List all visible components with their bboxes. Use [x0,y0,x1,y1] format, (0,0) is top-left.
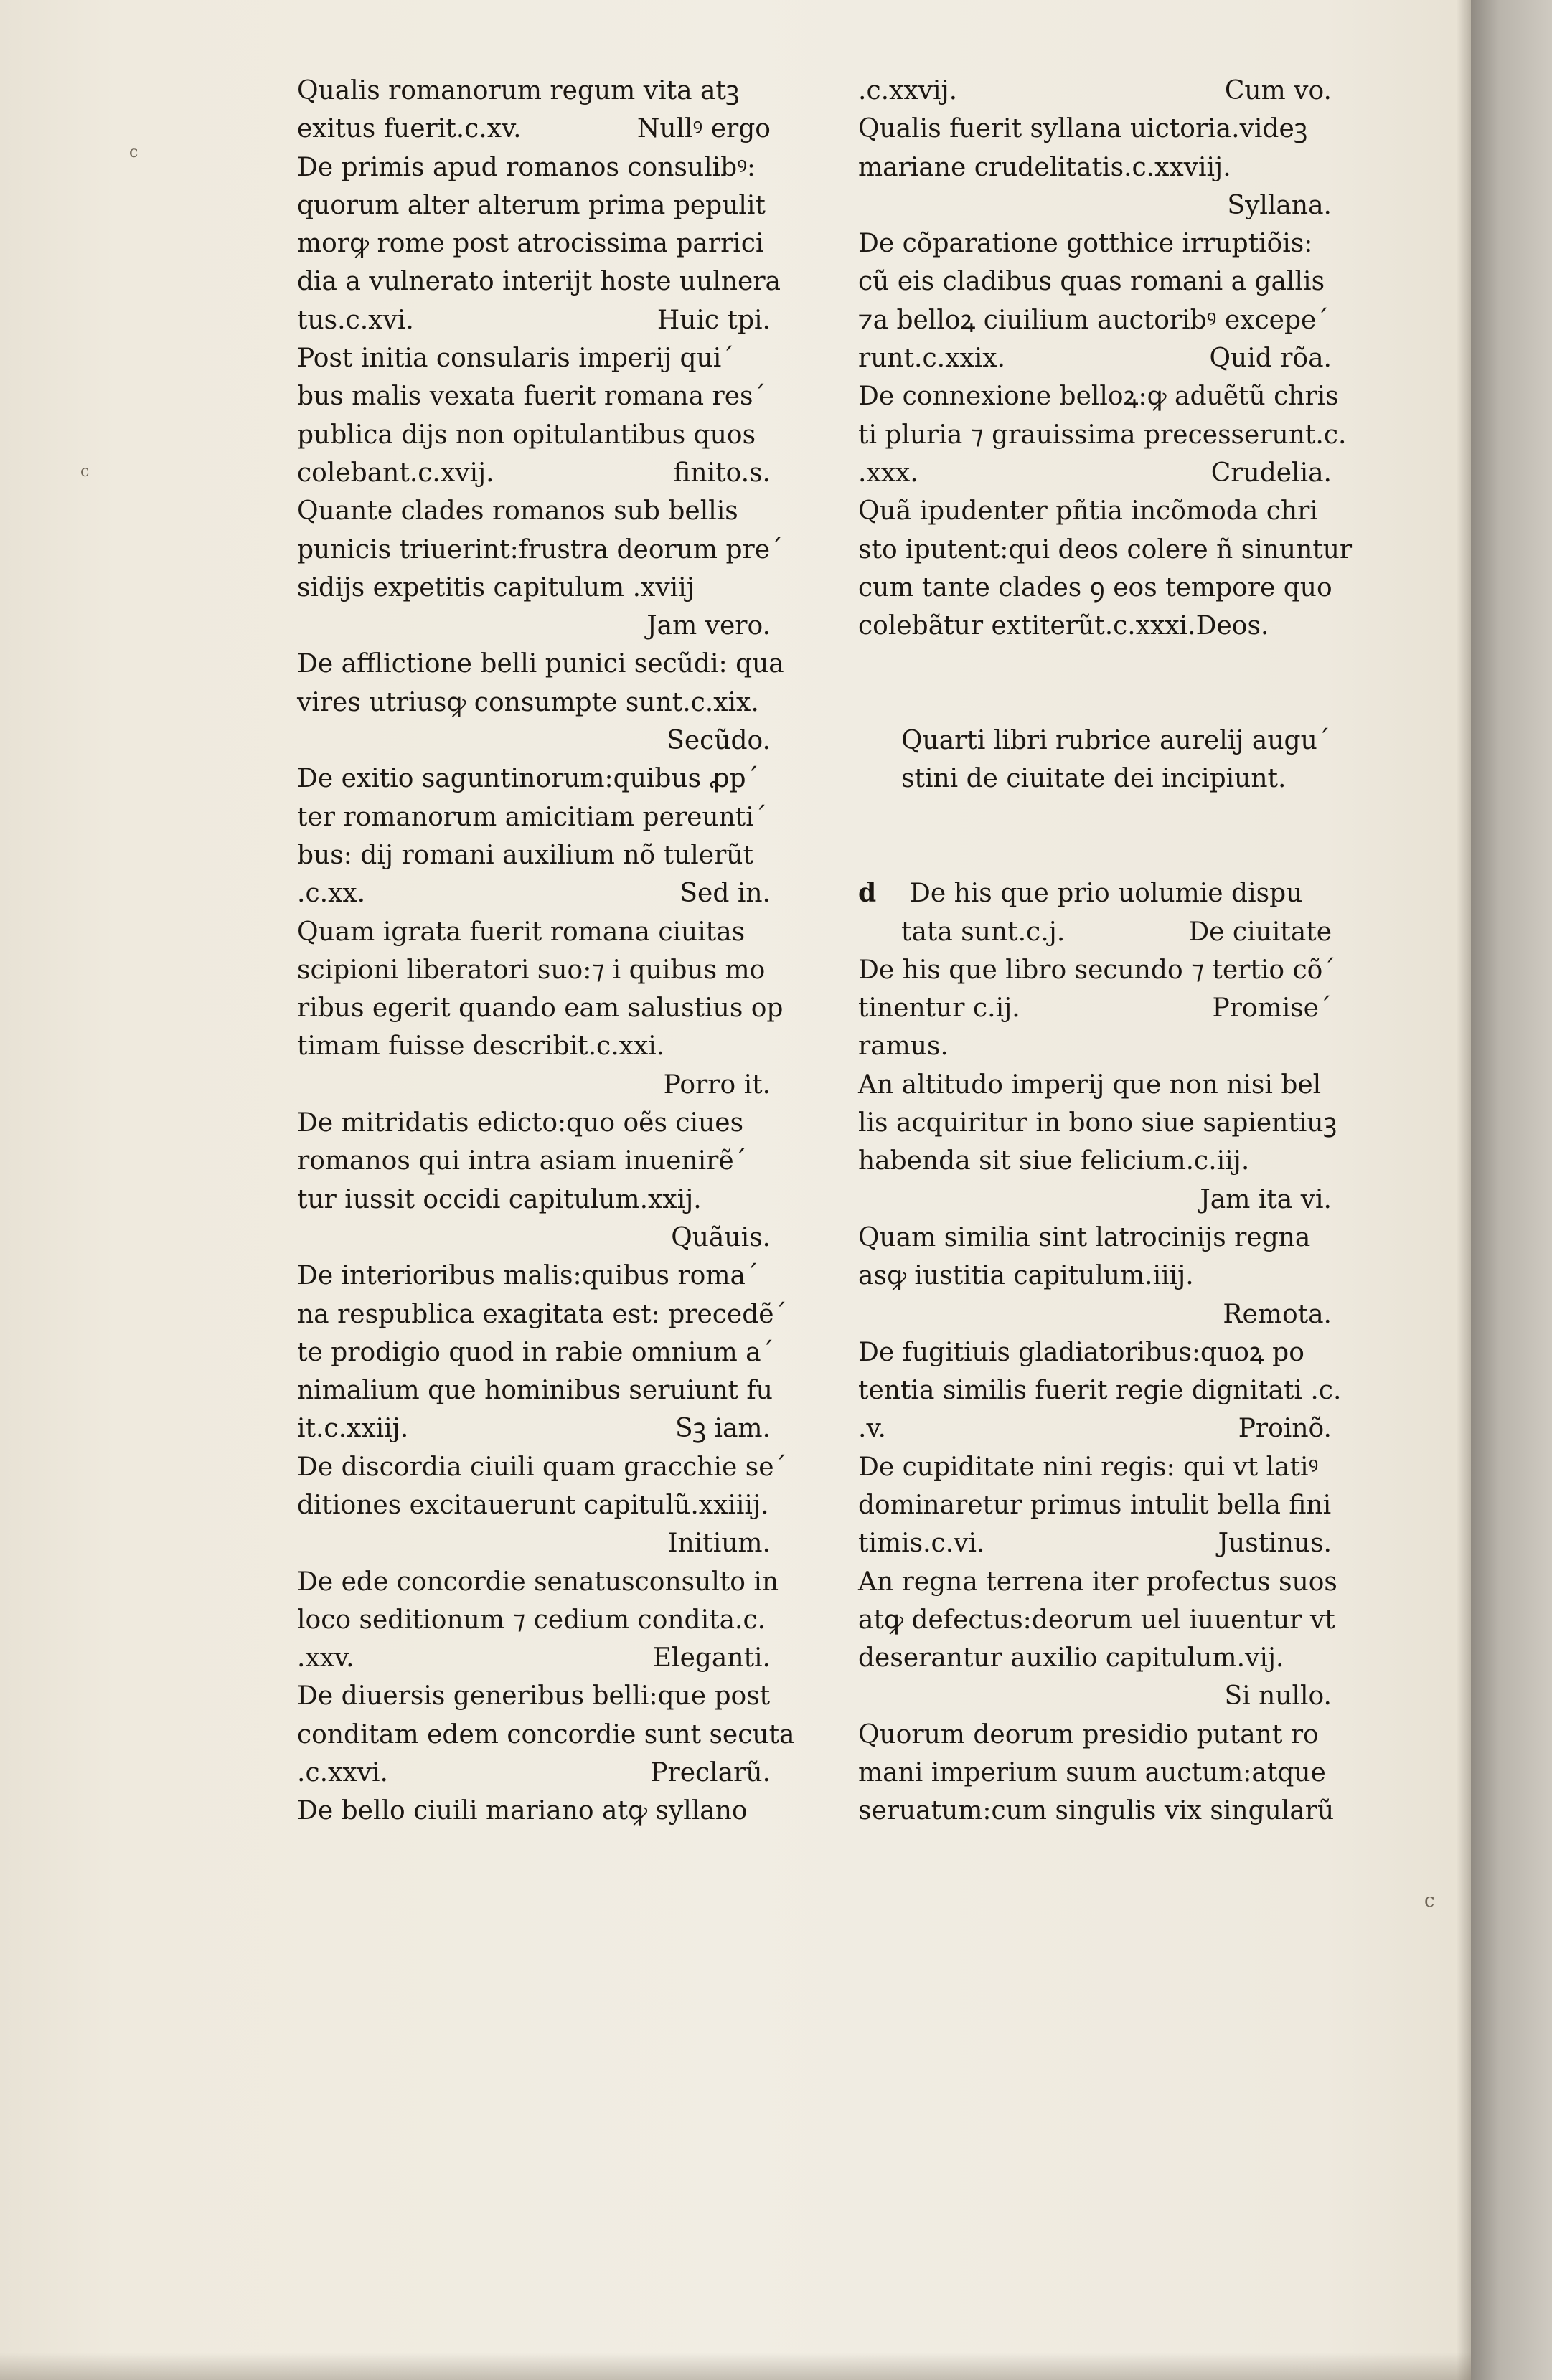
heading-line: stini de ciuitate dei incipiunt. [901,764,1287,794]
text-line [297,72,771,110]
text-line [297,1601,771,1639]
line-text: sidijs expetitis capitulum .xviij [297,572,695,603]
line-text: cũ eis cladibus quas romani a gallis [858,267,1325,297]
line-text: .xxv. [297,1643,354,1673]
text-line [297,1181,771,1219]
line-text: na respublica exagitata est: precedẽ´ [297,1299,787,1329]
text-line [297,225,771,263]
line-text: colebant.c.xvij. [297,458,494,488]
text-line [297,454,771,492]
line-text: .v. [858,1414,886,1444]
rubric-list-book-three [858,72,1353,645]
line-text: tinentur c.ij. [858,993,1020,1024]
line-text: An altitudo imperij que non nisi bel [858,1069,1322,1100]
line-text: bus: dij romani auxilium nõ tulerũt [297,840,753,870]
text-line [297,339,771,377]
text-line [858,1219,1332,1257]
text-line [297,1104,771,1142]
line-text: .c.xx. [297,879,366,909]
text-line [858,225,1332,263]
rubric-list-book-four [858,874,1342,1830]
text-line [858,1486,1332,1524]
line-text: publica dijs non opitulantibus quos [297,420,756,450]
line-text: bus malis vexata fuerit romana res´ [297,382,766,412]
line-text: mariane crudelitatis.c.xxviij. [858,152,1231,182]
catchword: Quid rõa. [1209,344,1332,374]
catchword: Preclarũ. [650,1758,771,1788]
text-line [858,492,1332,530]
text-line [297,607,771,645]
text-line [858,1257,1332,1295]
text-line [297,1677,771,1715]
line-text: De bello ciuili mariano atꝙ syllano [297,1796,748,1826]
text-line [297,1524,771,1562]
catchword: Secũdo. [667,726,771,756]
line-text: De cõparatione gotthice irruptiõis: [858,229,1313,259]
line-text: lis acquiritur in bono siue sapientiuꝫ [858,1108,1337,1138]
line-text: romanos qui intra asiam inuenirẽ´ [297,1146,747,1176]
line-text: An regna terrena iter profectus suos [858,1567,1337,1597]
text-line [297,1257,771,1295]
line-text: scipioni liberatori suo:⁊ i quibus mo [297,955,766,985]
line-text: De his que libro secundo ⁊ tertio cõ´ [858,955,1336,985]
text-line [297,1754,771,1792]
line-text: Quorum deorum presidio putant ro [858,1719,1319,1749]
text-line [297,1066,771,1104]
text-line [297,989,784,1027]
line-text: ter romanorum amicitiam pereunti´ [297,802,767,832]
line-text: .xxx. [858,458,918,488]
line-text: loco seditionum ⁊ cedium condita.c. [297,1605,766,1635]
catchword: Initium. [667,1529,771,1559]
line-text: De discordia ciuili quam gracchie se´ [297,1452,787,1482]
line-text: tata sunt.c.j. [901,917,1066,947]
line-text: cum tante clades ꝯ eos tempore quo [858,572,1332,603]
text-line [858,1371,1342,1409]
text-line [858,569,1332,607]
text-line [297,760,771,798]
catchword: Huic tpi. [657,305,771,335]
text-line [858,1716,1332,1754]
line-text: tentia similis fuerit regie dignitati .c. [858,1376,1342,1406]
text-line [858,1677,1332,1715]
text-line [297,110,771,148]
text-line [297,148,771,186]
line-text: vires utriusꝙ consumpte sunt.c.xix. [297,687,759,717]
text-line [297,1409,771,1448]
right-text-column [858,72,1353,1831]
text-line [858,874,1332,912]
line-text: Quam igrata fuerit romana ciuitas [297,917,746,947]
catchword: Porro it. [663,1069,771,1100]
text-line [858,531,1353,569]
line-text: mani imperium suum auctum:atque [858,1758,1326,1788]
text-line [858,1448,1332,1486]
text-line [297,301,771,339]
catchword: Sed in. [679,879,771,909]
text-line [297,531,784,569]
line-text: .c.xxvi. [297,1758,388,1788]
text-line [858,1792,1335,1830]
margin-mark: c [80,463,90,481]
line-text: De interioribus malis:quibus roma´ [297,1261,758,1291]
line-text: Post initia consularis imperij qui´ [297,344,735,374]
page-gutter-shadow [1457,0,1471,2380]
text-line [858,339,1332,377]
line-text: De exitio saguntinorum:quibus ꝓp´ [297,764,759,794]
text-line [858,301,1332,339]
text-line [858,1066,1332,1104]
catchword: Cum vo. [1224,76,1332,105]
line-text: tur iussit occidi capitulum.xxij. [297,1184,702,1214]
text-line [297,1639,771,1677]
line-text: deserantur auxilio capitulum.vij. [858,1643,1284,1673]
text-line [297,263,781,301]
text-line [858,913,1332,951]
line-text: it.c.xxiij. [297,1414,409,1444]
line-text: Quam similia sint latrocinijs regna [858,1222,1311,1252]
text-line [297,913,771,951]
catchword: Remota. [1223,1299,1332,1329]
text-line [858,1295,1332,1333]
line-text: seruatum:cum singulis vix singularũ [858,1796,1335,1826]
text-line [297,1448,787,1486]
text-line [297,684,771,722]
text-line [297,645,784,683]
catchword: De ciuitate [1188,917,1332,947]
line-text: quorum alter alterum prima pepulit [297,190,766,220]
line-text: conditam edem concordie sunt secuta [297,1719,795,1749]
catchword: Justinus. [1218,1529,1332,1559]
line-text: De fugitiuis gladiatoribus:quoꝝ po [858,1337,1304,1367]
text-line [297,1486,771,1524]
spacer [858,645,1332,722]
line-text: ribus egerit quando eam salustius op [297,993,784,1024]
page-fore-edge [1471,0,1552,2380]
line-text: .c.xxvij. [858,76,958,105]
line-text: exitus fuerit.c.xv. [297,114,522,144]
text-line [858,416,1347,454]
text-line [858,72,1332,110]
line-text: dia a vulnerato interijt hoste uulnera [297,267,781,297]
line-text: ditiones excitauerunt capitulũ.xxiiij. [297,1490,769,1520]
text-line [858,1754,1332,1792]
text-line [297,874,771,912]
text-line [297,1027,771,1065]
line-text: colebãtur extiterũt.c.xxxi.Deos. [858,611,1269,641]
page-bottom-edge [0,2353,1471,2380]
catchword: Si nullo. [1224,1681,1332,1711]
text-line [297,951,771,989]
text-line [297,1371,771,1409]
line-text: Qualis fuerit syllana uictoria.videꝫ [858,114,1308,144]
margin-mark: c [1424,1890,1435,1912]
line-text: Qualis romanorum regum vita atꝫ [297,76,740,105]
line-text: ramus. [858,1031,949,1062]
catchword: Eleganti. [652,1643,771,1673]
text-line [858,1639,1332,1677]
line-text: dominaretur primus intulit bella fini [858,1490,1332,1520]
catchword: Jam ita vi. [1200,1184,1332,1214]
line-text: De connexione belloꝝ:ꝙ aduẽtũ chris [858,382,1339,412]
line-text: De diuersis generibus belli:que post [297,1681,771,1711]
line-text: tus.c.xvi. [297,305,414,335]
line-text: sto iputent:qui deos colere ñ sinuntur [858,534,1353,565]
text-line [297,1792,771,1830]
line-text: ⁊a belloꝝ ciuilium auctoribꝰ excepe´ [858,305,1330,335]
text-line [858,1409,1332,1448]
line-text: timis.c.vi. [858,1529,985,1559]
line-text: asꝙ iustitia capitulum.iiij. [858,1261,1194,1291]
text-line [297,1563,779,1601]
line-text: atꝙ defectus:deorum uel iuuentur vt [858,1605,1335,1635]
catchword: Promise´ [1212,993,1332,1024]
text-line [297,1219,771,1257]
line-text: runt.c.xxix. [858,344,1005,374]
left-text-column [297,72,795,1831]
text-line [858,989,1332,1027]
catchword: Nullꝰ ergo [636,114,771,144]
line-text: De ede concordie senatusconsulto in [297,1567,779,1597]
text-line [858,377,1339,415]
line-text: punicis triuerint:frustra deorum pre´ [297,534,784,565]
text-line [297,836,771,874]
guide-letter: d [858,878,877,909]
text-line [858,186,1332,225]
line-text-wrap [910,874,1332,912]
text-line [858,951,1336,989]
text-line [858,1333,1332,1371]
line-text: ti pluria ⁊ grauissima precesserunt.c. [858,420,1347,450]
line-text: De mitridatis edicto:quo oẽs ciues [297,1108,744,1138]
text-line [297,492,771,530]
line-text: timam fuisse describit.c.xxi. [297,1031,665,1062]
text-line [297,186,771,225]
line-text: De cupiditate nini regis: qui vt latiꝰ [858,1452,1319,1482]
spacer [858,798,1332,875]
line-text: Quã ipudenter pñtia incõmoda chri [858,496,1318,526]
line-text: nimalium que hominibus seruiunt fu [297,1376,773,1406]
catchword: Jam vero. [646,611,771,641]
margin-mark: c [129,143,138,161]
catchword: Crudelia. [1210,458,1332,488]
catchword: Quãuis. [671,1222,771,1252]
text-line [858,1027,1332,1065]
text-line [858,1524,1332,1562]
text-line [858,1104,1337,1142]
line-text: De his que prio uolumie dispu [910,879,1303,909]
text-line [297,1333,774,1371]
text-line [858,1563,1337,1601]
text-line [858,1601,1335,1639]
line-text: habenda sit siue felicium.c.iij. [858,1146,1250,1176]
text-line [297,722,771,760]
line-text: Quante clades romanos sub bellis [297,496,738,526]
text-line [858,454,1332,492]
catchword: finito.s. [673,458,771,488]
catchword: Syllana. [1227,190,1332,220]
text-line [297,1142,771,1180]
text-line [858,1181,1332,1219]
line-text: De afflictione belli punici secũdi: qua [297,649,784,679]
line-text: De primis apud romanos consulibꝰ: [297,152,756,182]
line-text: morꝙ rome post atrocissima parrici [297,229,764,259]
text-line [297,569,771,607]
text-line [297,416,771,454]
book-four-heading [858,722,1332,798]
text-line [858,148,1332,186]
heading-line: Quarti libri rubrice aurelij augu´ [901,726,1330,756]
text-line [297,377,771,415]
text-line [297,1716,795,1754]
line-text: te prodigio quod in rabie omnium a´ [297,1337,774,1367]
text-line [858,110,1332,148]
text-line [297,798,771,836]
catchword: Sꝫ iam. [674,1414,771,1444]
catchword: Proinõ. [1238,1414,1332,1444]
text-line [858,263,1332,301]
text-line [297,1295,787,1333]
text-line [858,1142,1332,1180]
text-line [858,607,1332,645]
